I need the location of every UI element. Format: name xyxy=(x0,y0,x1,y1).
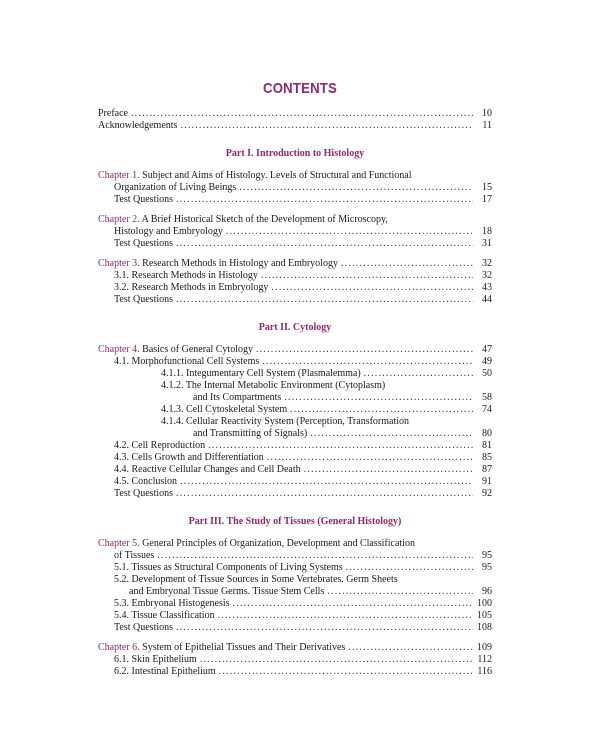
toc-entry-test-questions[interactable]: Test Questions ..... 31 xyxy=(98,238,492,250)
chapter-number: Chapter 2. xyxy=(98,214,140,225)
part-heading: Part I. Introduction to Histology xyxy=(225,148,365,159)
part-heading: Part III. The Study of Tissues (General Histology) xyxy=(188,516,402,527)
page-title: CONTENTS xyxy=(262,80,338,97)
toc-entry[interactable]: Histology and Embryology ..... 18 xyxy=(98,226,492,238)
toc-entry[interactable]: 5.2. Development of Tissue Sources in Some Vertebrates. Germ Sheets xyxy=(114,574,398,585)
toc-chapter-4-title[interactable]: Chapter 4. Basics of General Cytology ..... 47 xyxy=(98,344,492,356)
toc-entry[interactable]: 4.1.2. The Internal Metabolic Environment (Cytoplasm) xyxy=(161,380,386,391)
toc-entry[interactable]: Organization of Living Beings ..... 15 xyxy=(98,182,492,194)
toc-chapter-1-title[interactable]: Chapter 1. Subject and Aims of Histology. Levels of Structural and Functional xyxy=(98,170,412,181)
toc-entry[interactable]: 3.1. Research Methods in Histology ..... 32 xyxy=(98,270,492,282)
chapter-number: Chapter 5. xyxy=(98,538,140,549)
toc-entry-test-questions[interactable]: Test Questions ..... 44 xyxy=(98,294,492,306)
toc-chapter-5-title[interactable]: Chapter 5. General Principles of Organization, Development and Classification xyxy=(98,538,415,549)
toc-entry-acknowledgements[interactable]: Acknowledgements ..... 11 xyxy=(98,120,492,132)
toc-entry[interactable]: 4.5. Conclusion ..... 91 xyxy=(98,476,492,488)
toc-entry[interactable]: 4.1.3. Cell Cytoskeletal System ..... 74 xyxy=(98,404,492,416)
chapter-number: Chapter 6. xyxy=(98,642,140,653)
toc-entry[interactable]: 4.1. Morphofunctional Cell Systems ..... 49 xyxy=(98,356,492,368)
toc-entry[interactable]: 5.3. Embryonal Histogenesis ..... 100 xyxy=(98,598,492,610)
toc-entry[interactable]: of Tissues ..... 95 xyxy=(98,550,492,562)
toc-entry[interactable]: 4.3. Cells Growth and Differentiation ..... 85 xyxy=(98,452,492,464)
toc-entry[interactable]: 6.1. Skin Epithelium ..... 112 xyxy=(98,654,492,666)
toc-entry-test-questions[interactable]: Test Questions ..... 17 xyxy=(98,194,492,206)
toc-entry[interactable]: 4.2. Cell Reproduction ..... 81 xyxy=(98,440,492,452)
part-heading: Part II. Cytology xyxy=(258,322,332,333)
toc-entry[interactable]: and Transmitting of Signals) ..... 80 xyxy=(98,428,492,440)
toc-entry[interactable]: 4.1.4. Cellular Reactivity System (Perception, Transformation xyxy=(161,416,410,427)
toc-entry[interactable]: and Its Compartments ..... 58 xyxy=(98,392,492,404)
toc-entry-preface[interactable]: Preface ..... 10 xyxy=(98,108,492,120)
toc-entry-test-questions[interactable]: Test Questions ..... 108 xyxy=(98,622,492,634)
chapter-number: Chapter 3. xyxy=(98,258,140,269)
toc-entry[interactable]: 3.2. Research Methods in Embryology ..... 43 xyxy=(98,282,492,294)
toc-entry[interactable]: 6.2. Intestinal Epithelium ..... 116 xyxy=(98,666,492,678)
table-of-contents xyxy=(98,108,492,678)
toc-chapter-3-title[interactable]: Chapter 3. Research Methods in Histology and Embryology ..... 32 xyxy=(98,258,492,270)
toc-entry[interactable]: 5.1. Tissues as Structural Components of Living Systems ..... 95 xyxy=(98,562,492,574)
toc-entry[interactable]: 5.4. Tissue Classification ..... 105 xyxy=(98,610,492,622)
toc-entry[interactable]: 4.1.1. Integumentary Cell System (Plasmalemma) ..... 50 xyxy=(98,368,492,380)
toc-chapter-6-title[interactable]: Chapter 6. System of Epithelial Tissues and Their Derivatives ..... 109 xyxy=(98,642,492,654)
toc-chapter-2-title[interactable]: Chapter 2. A Brief Historical Sketch of the Development of Microscopy, xyxy=(98,214,388,225)
toc-entry[interactable]: and Embryonal Tissue Germs. Tissue Stem Cells ..... 96 xyxy=(98,586,492,598)
chapter-number: Chapter 4. xyxy=(98,344,140,355)
toc-entry[interactable]: 4.4. Reactive Cellular Changes and Cell Death ..... 87 xyxy=(98,464,492,476)
toc-entry-test-questions[interactable]: Test Questions ..... 92 xyxy=(98,488,492,500)
chapter-number: Chapter 1. xyxy=(98,170,140,181)
